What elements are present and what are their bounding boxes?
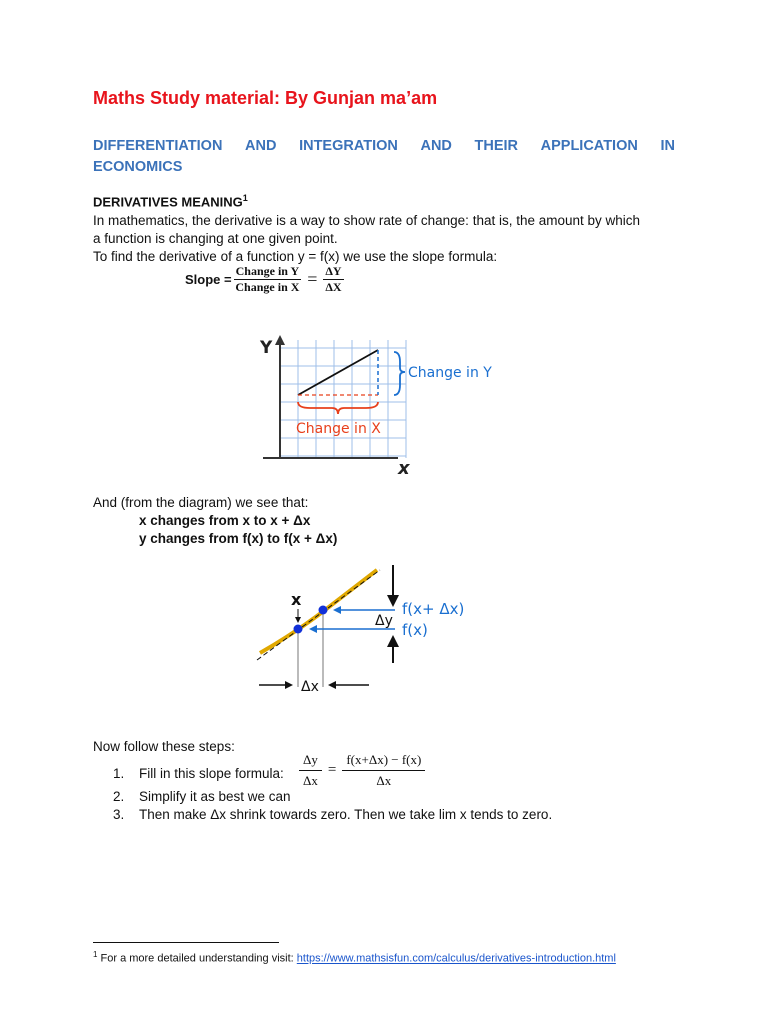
step-text: Simplify it as best we can (139, 789, 291, 804)
explanation-intro: And (from the diagram) we see that: (93, 495, 309, 510)
heading-word: APPLICATION (540, 138, 638, 154)
formula-fraction-left (299, 752, 322, 789)
step-number: 2. (113, 789, 125, 804)
footnote-text: For a more detailed understanding visit: (97, 952, 297, 965)
y-axis-arrow-icon (275, 335, 285, 345)
page-title: Maths Study material: By Gunjan ma’am (93, 88, 438, 108)
section-heading (93, 136, 675, 178)
heading-word: AND (420, 138, 452, 154)
slope-line (298, 350, 378, 395)
fraction-numerator: Change in Y (235, 264, 300, 278)
heading-line-1 (93, 136, 675, 157)
derivative-diagram (255, 565, 495, 705)
heading-word: INTEGRATION (299, 138, 398, 154)
formula-fraction-right (342, 752, 425, 789)
fx-label: f(x) (402, 621, 428, 639)
fxdx-arrow-icon (333, 606, 341, 614)
fraction-denominator: Δx (376, 773, 392, 788)
right-arrow-icon (285, 681, 293, 689)
change-in-x-label: Change in X (296, 421, 381, 437)
point-x (294, 625, 303, 634)
equals-sign: = (327, 762, 337, 778)
subsection-title-text: DERIVATIVES MEANING (93, 194, 243, 210)
function-curve (260, 570, 377, 653)
intro-line-2: a function is changing at one given point. (93, 231, 338, 246)
steps-intro: Now follow these steps: (93, 739, 235, 754)
y-axis-label: Y (260, 338, 273, 358)
y-brace (394, 352, 405, 395)
footnote-divider (93, 942, 279, 943)
x-change-line: x changes from x to x + Δx (139, 513, 311, 528)
intro-paragraph (93, 212, 683, 266)
subsection-title (93, 193, 248, 209)
x-axis-label: x (398, 458, 410, 479)
heading-word: AND (245, 138, 277, 154)
heading-word: DIFFERENTIATION (93, 138, 223, 154)
point-x-plus-dx (319, 606, 328, 615)
fraction-denominator: ΔX (325, 280, 342, 294)
down-arrow-icon (387, 595, 399, 607)
footnote-mark: 1 (242, 193, 248, 203)
dy-label: Δy (375, 613, 393, 629)
equals-sign: = (307, 269, 318, 289)
x-label: x (291, 590, 302, 609)
heading-line-2: ECONOMICS (93, 159, 183, 175)
x-brace (298, 402, 378, 414)
x-pointer-arrow-icon (295, 617, 301, 623)
fraction-denominator: Δx (303, 773, 318, 788)
fxdx-label: f(x+ Δx) (402, 600, 465, 618)
slope-fraction-delta (323, 264, 343, 295)
footnote-mark: 1 (93, 950, 98, 959)
change-in-y-label: Change in Y (408, 365, 492, 381)
fraction-numerator: ΔY (325, 264, 342, 278)
intro-line-1: In mathematics, the derivative is a way to show rate of change: that is, the amount by which (93, 213, 641, 228)
up-arrow-icon (387, 635, 399, 647)
heading-word: THEIR (474, 138, 519, 154)
fraction-numerator: Δy (299, 752, 322, 771)
fraction-denominator: Change in X (235, 280, 300, 294)
slope-label: Slope = (185, 272, 232, 287)
y-change-line: y changes from f(x) to f(x + Δx) (139, 531, 338, 546)
footnote (93, 950, 616, 965)
footnote-link[interactable]: https://www.mathsisfun.com/calculus/derivatives-introduction.html (296, 952, 616, 965)
grid (280, 340, 406, 458)
tangent-line (257, 570, 380, 660)
fraction-numerator: f(x+Δx) − f(x) (342, 752, 425, 771)
slope-diagram (258, 330, 508, 480)
dx-label: Δx (301, 679, 319, 695)
step-text: Then make Δx shrink towards zero. Then we take lim x tends to zero. (139, 807, 553, 822)
slope-formula (185, 264, 344, 295)
slope-fraction-words (234, 264, 302, 295)
step-number: 1. (113, 766, 125, 781)
step-formula (299, 752, 425, 789)
diagram-explanation (93, 494, 683, 548)
heading-word: IN (660, 138, 675, 154)
left-arrow-icon (328, 681, 336, 689)
step-text: Fill in this slope formula: (139, 766, 284, 781)
step-number: 3. (113, 807, 125, 822)
fx-arrow-icon (309, 625, 317, 633)
intro-line-3: To find the derivative of a function y = f(x) we use the slope formula: (93, 249, 498, 264)
